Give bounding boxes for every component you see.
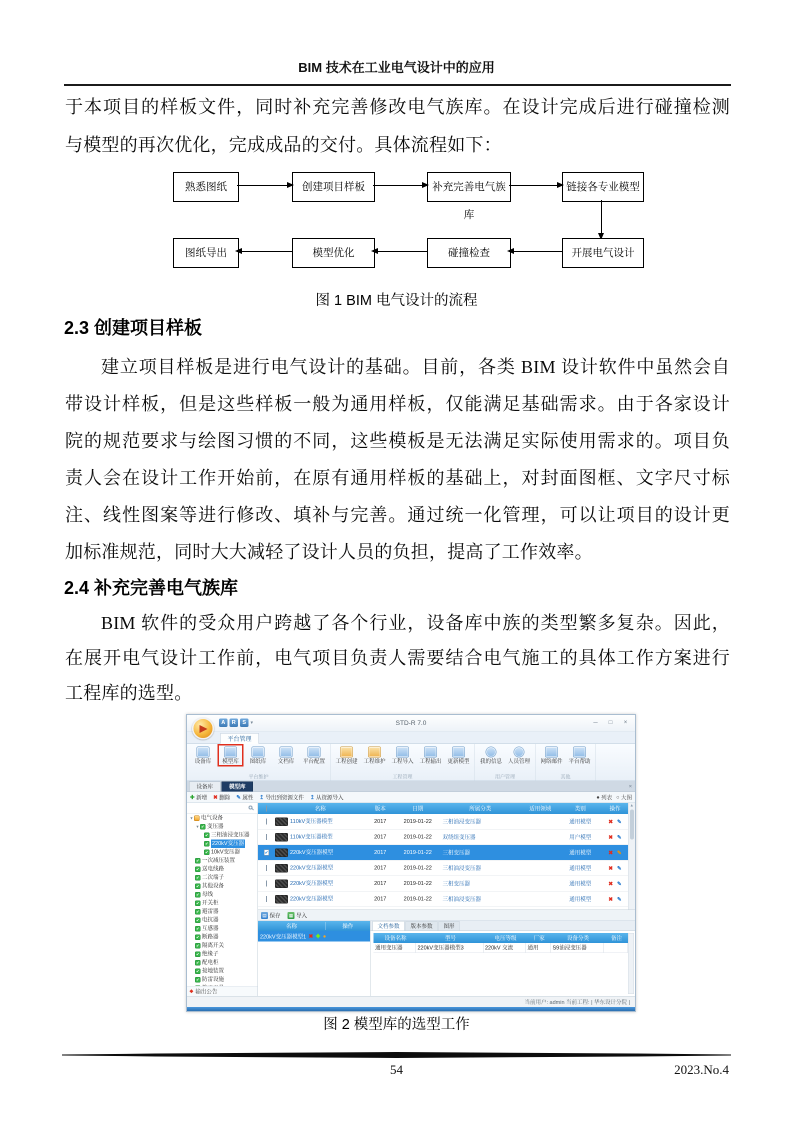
status-text: 当前用户: admin 当前工程: | 华东设计分院 | <box>524 999 630 1006</box>
ribbon-button-my-info[interactable]: 我的信息 <box>478 746 504 766</box>
radio-off-icon: ○ <box>616 794 620 801</box>
properties-button[interactable]: ✎ 属性 <box>236 794 254 801</box>
ribbon-button-project-maintain[interactable]: 工程维护 <box>362 746 388 766</box>
upload-icon: ↥ <box>309 794 315 801</box>
import-button[interactable]: ▦ 导入 <box>288 912 307 919</box>
export-resource-button[interactable]: ↥ 导出到资源文件 <box>259 794 304 801</box>
row-checkbox[interactable] <box>266 881 267 887</box>
tab-model-library[interactable]: 模型库 <box>222 782 254 792</box>
close-button[interactable]: × <box>623 718 628 726</box>
tree-item[interactable]: ✔ 其他设备 <box>196 883 224 889</box>
platform-config-icon <box>308 747 321 758</box>
plus-icon[interactable]: ✚ <box>315 933 321 940</box>
view-large-radio[interactable]: ○ 大图 <box>616 794 632 801</box>
edit-icon[interactable]: ✎ <box>617 818 622 825</box>
table-header: 名称 版本 日期 所属分类 适用领域 类别 操作 <box>258 803 628 814</box>
tab-doc-params[interactable]: 文档参数 <box>373 921 405 931</box>
view-toggle <box>596 793 632 801</box>
tab-graphics[interactable]: 图形 <box>439 921 460 931</box>
leaf-check-icon: ✔ <box>196 867 200 872</box>
flow-arrow-right <box>509 185 562 186</box>
leaf-check-icon: ✔ <box>196 918 200 923</box>
header-rule <box>64 84 731 86</box>
flow-arrow-left <box>373 251 427 252</box>
table-row[interactable]: 110kV变压器模型 2017 2019-01-22 三相油浸变压器 通用模型 ✖ ✎ <box>258 814 628 830</box>
import-resource-button[interactable]: ↥ 从资源导入 <box>309 794 344 801</box>
dot-icon[interactable]: ● <box>322 933 327 940</box>
model-thumbnail <box>275 864 288 873</box>
edit-icon[interactable]: ✎ <box>617 849 622 856</box>
flow-step: 链接各专业模型 <box>562 172 644 202</box>
delete-icon[interactable]: ✖ <box>608 834 613 841</box>
leaf-check-icon: ✔ <box>201 824 205 829</box>
leaf-check-icon: ✔ <box>196 943 200 948</box>
ribbon-group-other <box>536 744 597 781</box>
window-bottom-frame <box>187 1007 635 1011</box>
ribbon-button-help[interactable]: 平台帮助 <box>567 746 593 766</box>
tree-item[interactable]: ✔ 接地装置 <box>196 968 224 974</box>
params-table-row[interactable]: 通用变压器 220kV变压器模型3 220kV 交流 通用 S9油浸变压器 <box>374 943 629 953</box>
tree-item[interactable]: ✔ 三相油浸变压器 <box>205 832 250 838</box>
flow-arrow-right <box>373 185 427 186</box>
table-row[interactable]: 220kV变压器模型 2017 2019-01-22 三相油浸变压器 通用模型 ✖ ✎ <box>258 892 628 908</box>
ribbon-group-label: 其他 <box>560 774 571 780</box>
scrollbar-thumb[interactable] <box>630 810 634 840</box>
leaf-check-icon: ✔ <box>196 935 200 940</box>
section-2-4-paragraph <box>65 606 730 711</box>
selected-models-list <box>258 921 371 996</box>
status-bar <box>187 996 635 1007</box>
list-toolbar <box>187 792 635 803</box>
ribbon-button-doc-library[interactable]: 文档库 <box>273 746 299 766</box>
delete-button[interactable]: ✖ 删除 <box>213 794 231 801</box>
text-line: 于本项目的样板文件，同时补充完善修改电气族库。在设计完成后进行碰撞检测 <box>65 97 730 117</box>
row-checkbox[interactable] <box>266 834 267 840</box>
tree-item[interactable]: ✔ 开关柜 <box>196 900 219 906</box>
edit-icon[interactable]: ✎ <box>617 834 622 841</box>
tree-item[interactable]: ✔ 母线 <box>196 891 213 898</box>
tree-item[interactable]: ✔ 防雷设施 <box>196 976 224 983</box>
window-title: STD-R 7.0 <box>395 719 427 727</box>
folder-icon <box>194 816 200 822</box>
maximize-button[interactable]: □ <box>608 718 613 726</box>
delete-icon[interactable]: ✖ <box>608 818 613 825</box>
help-icon <box>573 747 586 758</box>
leaf-check-icon: ✔ <box>205 841 209 846</box>
tree-item[interactable]: ✔ 二次端子 <box>196 874 224 881</box>
text-line: 建立项目样板是进行电气设计的基础。目前，各类 BIM 设计软件中虽然会自 <box>101 357 730 377</box>
parameter-tabs <box>371 921 636 931</box>
std-r-window <box>186 714 636 1012</box>
tree-item[interactable]: ✔ 避雷器 <box>196 908 219 915</box>
tree-item[interactable]: ✔ 10kV变压器 <box>205 849 241 855</box>
leaf-check-icon: ✔ <box>196 875 200 880</box>
leaf-check-icon: ✔ <box>196 977 200 982</box>
flow-arrow-right <box>237 185 292 186</box>
table-row[interactable]: 110kV变压器模型 2017 2019-01-22 双绕组变压器 用户模型 ✖ ✎ <box>258 830 628 846</box>
leaf-check-icon: ✔ <box>196 892 200 897</box>
leaf-check-icon: ✔ <box>205 833 209 838</box>
add-button[interactable]: ✚ 新增 <box>190 794 208 801</box>
expander-icon[interactable]: ▾ <box>190 815 193 821</box>
view-list-radio[interactable]: ● 列表 <box>596 794 613 801</box>
ribbon-button-mail[interactable]: 网络邮件 <box>539 746 565 766</box>
text-line: 加标准规范，同时大大减轻了设计人员的负担，提高了工作效率。 <box>65 542 593 562</box>
mail-icon <box>545 747 558 758</box>
vertical-scrollbar[interactable] <box>628 803 635 910</box>
tree-item[interactable]: ✔ 配电柜 <box>196 959 219 966</box>
bullet-icon: ◆ <box>189 988 194 994</box>
ribbon-group-project <box>331 744 476 781</box>
delete-icon[interactable]: ✖ <box>608 865 613 872</box>
selected-model-row[interactable]: 220kV变压器模型1 ✖ ✚ ● <box>258 931 370 942</box>
model-thumbnail <box>275 879 288 888</box>
project-import-icon <box>396 747 409 758</box>
tree-item[interactable]: ✔ 送电线路 <box>196 866 224 872</box>
params-table-header: 设备名称 型号 电压等级 厂家 设备分类 备注 <box>374 933 629 943</box>
text-line: 与模型的再次优化，完成成品的交付。具体流程如下： <box>65 135 502 155</box>
section-2-4-heading: 2.4 补充完善电气族库 <box>64 578 239 598</box>
quick-access-s-icon[interactable]: S <box>240 719 249 728</box>
ribbon-button-model-update[interactable]: 更新模型 <box>446 746 472 766</box>
leaf-check-icon: ✔ <box>205 850 209 855</box>
search-icon <box>249 806 253 810</box>
tree-item[interactable]: ✔ 电抗器 <box>196 917 219 923</box>
edit-icon: ✎ <box>236 794 241 801</box>
ribbon-group-label: 平台维护 <box>248 774 269 780</box>
quick-access-r-icon[interactable]: R <box>230 719 239 728</box>
leaf-check-icon: ✔ <box>196 884 200 889</box>
tab-device-library[interactable]: 设备库 <box>189 782 221 792</box>
ribbon-button-model-library[interactable]: 模型库 <box>218 744 244 767</box>
ribbon-group-label: 用户管理 <box>495 774 515 780</box>
delete-icon: ✖ <box>213 794 218 801</box>
text-line: 责人会在设计工作开始前，在原有通用样板的基础上，对封面图框、文字尺寸标 <box>65 468 730 488</box>
table-row-selected[interactable]: ✔ 220kV变压器模型 2017 2019-01-22 三相变压器 通用模型 ✖ ✎ <box>258 845 628 861</box>
flow-step: 图纸导出 <box>173 238 239 268</box>
scroll-up-icon[interactable]: ▲ <box>629 803 634 808</box>
figure1-caption: 图 1 BIM 电气设计的流程 <box>315 293 478 309</box>
ribbon-group-user <box>475 744 536 781</box>
text-line: 带设计样板，但是这些样板一般为通用样板，仅能满足基础需求。由于各家设计 <box>65 394 730 414</box>
ribbon-button-drawing-library[interactable]: 图纸库 <box>245 746 271 766</box>
plus-icon: ✚ <box>190 794 195 801</box>
flow-step: 模型优化 <box>292 238 375 268</box>
my-info-icon <box>486 747 497 758</box>
text-line: BIM 软件的受众用户跨越了各个行业，设备库中族的类型繁多复杂。因此， <box>101 613 730 633</box>
flow-arrow-down <box>601 200 602 238</box>
intro-paragraph <box>65 88 730 164</box>
user-manage-icon <box>514 747 525 758</box>
project-maintain-icon <box>368 747 381 758</box>
list-header: 名称 操作 <box>258 921 370 931</box>
tree-item[interactable]: ✔ 互感器 <box>196 925 219 932</box>
parameters-panel <box>371 921 636 996</box>
flow-arrow-left <box>237 251 292 252</box>
doc-library-icon <box>280 747 293 758</box>
model-table <box>258 803 635 910</box>
leaf-check-icon: ✔ <box>196 960 200 965</box>
ribbon-button-platform-config[interactable]: 平台配置 <box>301 746 327 766</box>
ribbon-button-project-import[interactable]: 工程导入 <box>390 746 416 766</box>
select-all-checkbox[interactable] <box>258 806 273 812</box>
section-2-3-heading: 2.3 创建项目样板 <box>64 318 203 338</box>
leaf-check-icon: ✔ <box>196 952 200 957</box>
ribbon-button-user-manage[interactable]: 人员管理 <box>506 746 532 766</box>
detail-panel <box>258 921 635 996</box>
model-thumbnail <box>275 817 288 826</box>
delete-icon[interactable]: ✖ <box>608 896 613 903</box>
delete-icon[interactable]: ✖ <box>608 849 613 856</box>
save-button[interactable]: ▤ 保存 <box>262 912 281 919</box>
table-row[interactable]: 220kV变压器模型 2017 2019-01-22 三相变压器 通用模型 ✖ ✎ <box>258 876 628 892</box>
tab-platform-manage[interactable]: 平台管理 <box>220 733 259 744</box>
close-icon[interactable]: × <box>628 783 632 790</box>
text-line: 工程库的选型。 <box>65 683 193 703</box>
leaf-check-icon: ✔ <box>196 909 200 914</box>
text-line: 在展开电气设计工作前，电气项目负责人需要结合电气施工的具体工作方案进行 <box>65 648 730 668</box>
flow-step: 熟悉图纸 <box>173 172 239 202</box>
ribbon-button-project-export[interactable]: 工程输出 <box>418 746 444 766</box>
import-icon: ▦ <box>288 912 294 918</box>
tree-item[interactable]: ▾ ✔ 变压器 <box>196 823 224 830</box>
project-export-icon <box>424 747 437 758</box>
model-thumbnail <box>275 895 288 904</box>
table-row[interactable]: 220kV变压器模型 2017 2019-01-22 三相油浸变压器 通用模型 ✖ ✎ <box>258 861 628 877</box>
tree-item[interactable]: ▾ 电气设备 <box>190 815 223 821</box>
title-bar <box>187 715 635 732</box>
window-controls <box>588 717 633 727</box>
tree-item[interactable]: ✔ 一次减压装置 <box>196 857 235 864</box>
tree-item[interactable]: ✔ 隔离开关 <box>196 942 224 949</box>
edit-icon[interactable]: ✎ <box>617 865 622 872</box>
chevron-down-icon[interactable]: ▾ <box>250 720 254 726</box>
row-checkbox[interactable] <box>266 896 267 902</box>
tree-search-input[interactable] <box>187 803 258 814</box>
tree-item-selected[interactable]: ✔ 220kV变压器 <box>205 840 245 847</box>
edit-icon[interactable]: ✎ <box>617 896 622 903</box>
upload-icon: ↥ <box>259 794 264 801</box>
params-scrollbar[interactable] <box>628 933 634 994</box>
tree-footer[interactable]: ◆ 输出公告 <box>187 986 258 996</box>
leaf-check-icon: ✔ <box>196 858 200 863</box>
radio-on-icon: ● <box>596 794 600 801</box>
ribbon-button-project-create[interactable]: 工程创建 <box>334 746 360 766</box>
app-logo-icon[interactable] <box>192 718 214 740</box>
tree-items <box>187 814 258 986</box>
model-library-icon <box>224 747 237 758</box>
ribbon-button-device-library[interactable]: 设备库 <box>190 746 216 766</box>
ribbon-group-label: 工程管理 <box>392 774 413 780</box>
page-number: 54 <box>390 1062 403 1077</box>
tab-version-params[interactable]: 版本参数 <box>406 921 438 931</box>
flow-arrow-left <box>509 251 562 252</box>
device-library-icon <box>197 747 210 758</box>
delete-icon[interactable]: ✖ <box>608 880 613 887</box>
running-header: BIM 技术在工业电气设计中的应用 <box>298 60 495 75</box>
flow-step: 碰撞检查 <box>427 238 511 268</box>
leaf-check-icon: ✔ <box>196 926 200 931</box>
flow-step: 开展电气设计 <box>562 238 644 268</box>
expander-icon[interactable]: ▾ <box>196 824 199 829</box>
minimize-button[interactable]: ─ <box>593 718 598 726</box>
edit-icon[interactable]: ✎ <box>617 880 622 887</box>
model-thumbnail <box>275 833 288 842</box>
quick-access-a-icon[interactable]: A <box>219 719 228 728</box>
leaf-check-icon: ✔ <box>196 969 200 974</box>
row-checkbox[interactable] <box>266 819 267 825</box>
figure1-flowchart <box>0 166 793 291</box>
text-line: 注、线性图案等进行修改、填补与完善。通过统一化管理，可以让项目的设计更 <box>65 505 730 525</box>
flow-step: 创建项目样板 <box>292 172 375 202</box>
save-icon: ▤ <box>262 912 267 918</box>
library-tabs <box>187 781 635 792</box>
footer-rule <box>62 1052 731 1058</box>
tree-item[interactable]: ✔ 绝缘子 <box>196 951 219 957</box>
delete-icon[interactable]: ✖ <box>308 933 314 940</box>
leaf-check-icon: ✔ <box>196 901 200 906</box>
table-actions-bar <box>258 910 635 921</box>
section-2-3-paragraph <box>65 349 730 571</box>
ribbon <box>187 744 635 781</box>
figure2-caption: 图 2 模型库的选型工作 <box>323 1017 470 1033</box>
text-line: 院的规范要求与绘图习惯的不同，这些模板是无法满足实际使用需求的。项目负 <box>65 431 730 451</box>
tree-item[interactable]: ✔ 断路器 <box>196 934 219 940</box>
flow-step: 补充完善电气族库 <box>427 172 511 202</box>
issue-number: 2023.No.4 <box>674 1062 729 1077</box>
model-thumbnail <box>275 848 288 857</box>
project-create-icon <box>340 747 353 758</box>
ribbon-tab-row <box>187 732 635 744</box>
model-update-icon <box>452 747 465 758</box>
row-checkbox-checked[interactable]: ✔ <box>264 850 269 855</box>
category-tree-panel <box>187 803 258 996</box>
row-checkbox[interactable] <box>266 865 267 871</box>
drawing-library-icon <box>252 747 265 758</box>
ribbon-group-platform <box>187 744 331 781</box>
